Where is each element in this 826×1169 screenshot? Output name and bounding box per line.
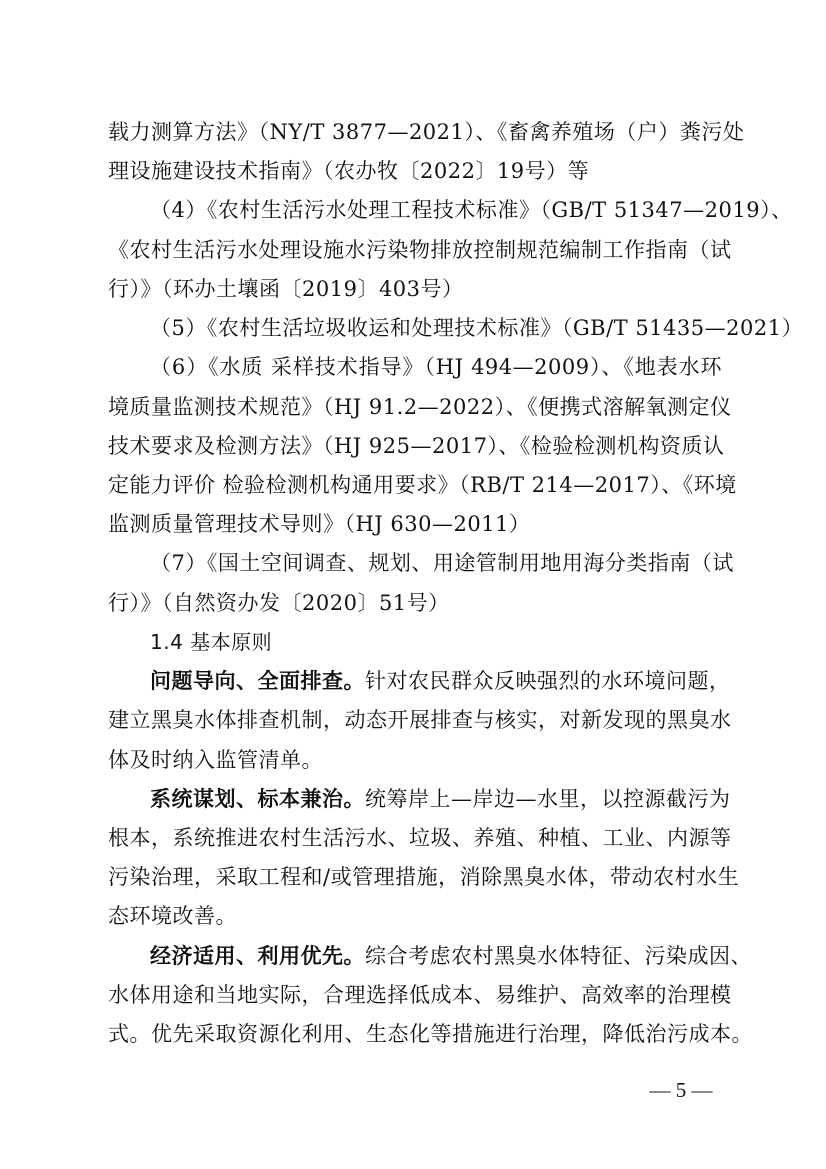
principle-first-line [150,667,731,695]
text-line: 行）》（环办土壤函〔2019〕403号） [108,277,464,301]
text-line: 监测质量管理技术导则》（HJ 630—2011） [108,512,531,536]
text-line: 根本，系统推进农村生活污水、垃圾、养殖、种植、工业、内源等 [108,826,732,850]
principle-title: 问题导向、全面排查。 [150,668,365,693]
page-number: — 5 — [649,1078,713,1102]
section-heading: 1.4 基本原则 [150,630,273,654]
text-line: 境质量监测技术规范》（HJ 91.2—2022）、《便携式溶解氧测定仪 [108,395,732,419]
principle-first-line [150,785,731,813]
text-line: 技术要求及检测方法》（HJ 925—2017）、《检验检测机构资质认 [108,434,725,458]
principle-text: 针对农民群众反映强烈的水环境问题， [365,669,731,693]
text-line: 水体用途和当地实际，合理选择低成本、易维护、高效率的治理模 [108,983,732,1007]
text-line: （4）《农村生活污水处理工程技术标准》（GB/T 51347—2019）、 [150,198,793,222]
text-line: （5）《农村生活垃圾收运和处理技术标准》（GB/T 51435—2021） [150,316,804,340]
text-line: 污染治理，采取工程和/或管理措施，消除黑臭水体，带动农村水生 [108,865,740,889]
text-line: （7）《国土空间调查、规划、用途管制用地用海分类指南（试 [150,551,734,575]
principle-text: 统筹岸上—岸边—水里，以控源截污为 [365,787,731,811]
text-line: 建立黑臭水体排查机制，动态开展排查与核实，对新发现的黑臭水 [108,708,732,732]
principle-text: 综合考虑农村黑臭水体特征、污染成因、 [365,944,752,968]
text-line: 《农村生活污水处理设施水污染物排放控制规范编制工作指南（试 [108,238,732,262]
text-line: （6）《水质 采样技术指导》（HJ 494—2009）、《地表水环 [150,355,722,379]
principle-title: 系统谋划、标本兼治。 [150,786,365,811]
text-line: 体及时纳入监管清单。 [108,748,323,772]
principle-title: 经济适用、利用优先。 [150,943,365,968]
text-line: 式。优先采取资源化利用、生态化等措施进行治理，降低治污成本。 [108,1022,753,1046]
text-line: 理设施建设技术指南》（农办牧〔2022〕19号）等 [108,159,590,183]
text-line: 载力测算方法》（NY/T 3877—2021）、《畜禽养殖场（户）粪污处 [108,120,745,144]
text-line: 行）》（自然资办发〔2020〕51号） [108,591,450,615]
text-line: 定能力评价 检验检测机构通用要求》（RB/T 214—2017）、《环境 [108,473,737,497]
principle-first-line [150,942,752,970]
text-line: 态环境改善。 [108,904,237,928]
